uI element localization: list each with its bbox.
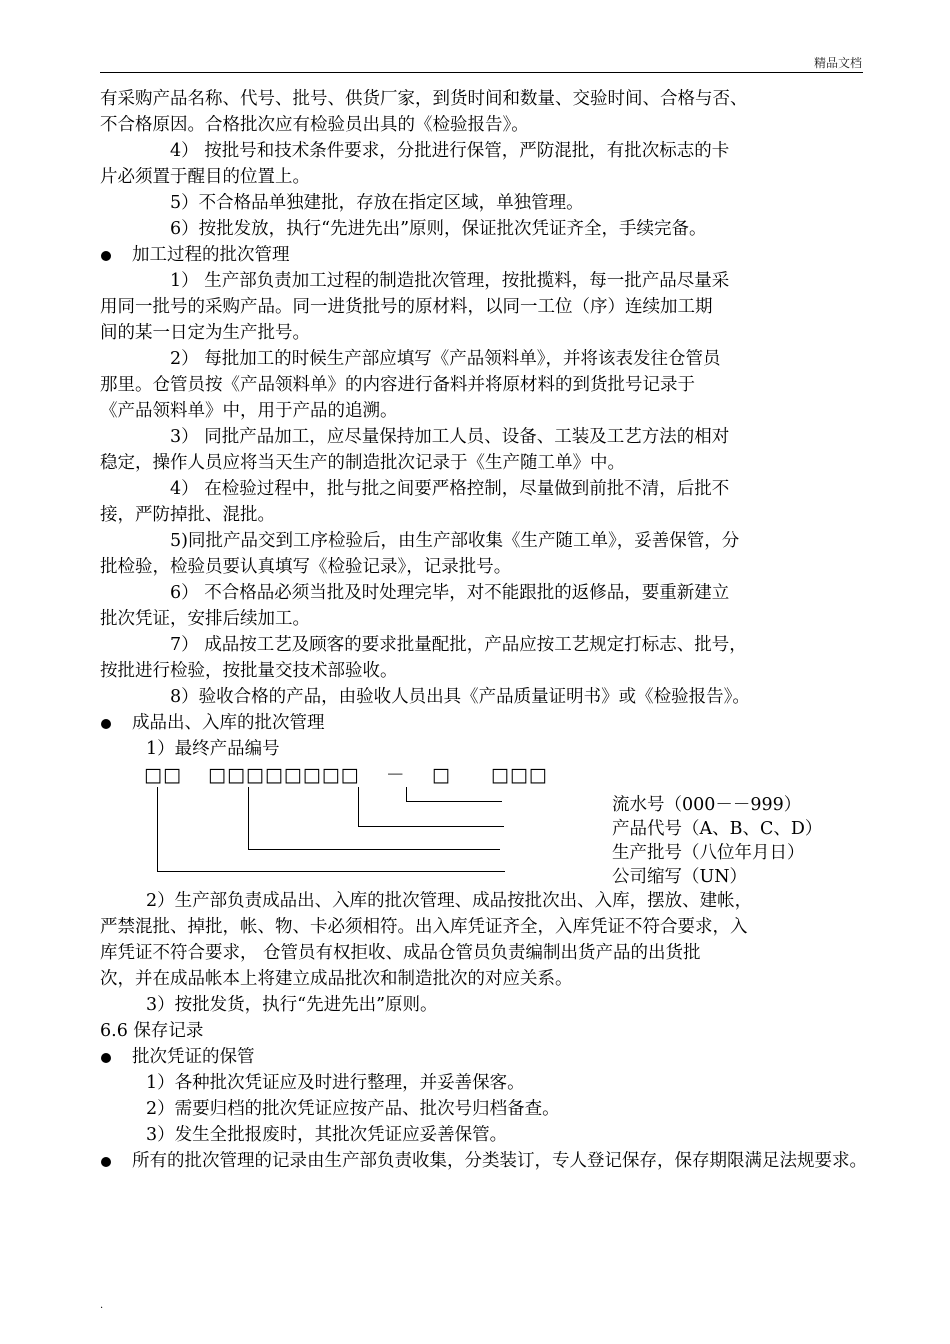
text-line: 不合格原因。合格批次应有检验员出具的《检验报告》。 <box>100 115 529 135</box>
bullet-heading-voucher: 批次凭证的保管 <box>100 1044 868 1070</box>
text-line: 那里。仓管员按《产品领料单》的内容进行备料并将原材料的到货批号记录于 <box>100 375 695 395</box>
label-product-code: 产品代号（A、B、C、D） <box>612 819 823 839</box>
product-code-diagram <box>144 762 868 887</box>
text-line: 4） 在检验过程中，批与批之间要严格控制，尽量做到前批不清，后批不 <box>170 479 730 499</box>
text-line: 2） 每批加工的时候生产部应填写《产品领料单》，并将该表发往仓管员 <box>170 349 721 369</box>
text-line: 1） 生产部负责加工过程的制造批次管理，按批揽料，每一批产品尽量采 <box>170 271 730 291</box>
connector-horizontal-company <box>157 871 505 872</box>
bullet-heading-processing: 加工过程的批次管理 <box>100 242 868 268</box>
text-line: 《产品领料单》中，用于产品的追溯。 <box>100 401 398 421</box>
text-line: 批检验，检验员要认真填写《检验记录》，记录批号。 <box>100 557 512 577</box>
code-format <box>144 762 548 788</box>
text-line: 7） 成品按工艺及顾客的要求批量配批，产品应按工艺规定打标志、批号， <box>170 635 747 655</box>
code-group-batch: □□□□□□□□ <box>208 764 360 786</box>
text-line: 接，严防掉批、混批。 <box>100 505 275 525</box>
footer-mark: . <box>100 1300 104 1311</box>
bullet-icon <box>101 1157 111 1167</box>
connector-vertical-batch <box>248 787 249 850</box>
bullet-heading-warehouse: 成品出、入库的批次管理 <box>100 710 868 736</box>
code-group-product: □ <box>431 764 451 786</box>
text-line: 8）验收合格的产品，由验收人员出具《产品质量证明书》或《检验报告》。 <box>170 687 750 707</box>
bullet-icon <box>101 719 111 729</box>
text-line: 4） 按批号和技术条件要求，分批进行保管，严防混批，有批次标志的卡 <box>170 141 730 161</box>
label-company-abbrev: 公司缩写（UN） <box>612 867 748 887</box>
bullet-icon <box>101 1053 111 1063</box>
text-line: 批次凭证，安排后续加工。 <box>100 609 310 629</box>
connector-horizontal-product <box>358 826 504 827</box>
text-line: 有采购产品名称、代号、批号、供货厂家，到货时间和数量、交验时间、合格与否、 <box>100 89 748 109</box>
connector-horizontal-serial <box>406 801 502 802</box>
text-line: 2）需要归档的批次凭证应按产品、批次号归档备查。 <box>146 1099 560 1119</box>
code-dash: － <box>385 764 406 786</box>
text-line: 按批进行检验，按批量交技术部验收。 <box>100 661 398 681</box>
text-line: 1）最终产品编号 <box>146 739 280 759</box>
text-line: 3）按批发货，执行“先进先出”原则。 <box>146 995 438 1015</box>
label-serial-number: 流水号（000－－999） <box>612 795 802 815</box>
document-body <box>100 86 868 1174</box>
connector-horizontal-batch <box>248 849 500 850</box>
connector-vertical-product <box>358 787 359 827</box>
text-line: 库凭证不符合要求， 仓管员有权拒收、成品仓管员负责编制出货产品的出货批 <box>100 943 701 963</box>
bullet-icon <box>101 251 111 261</box>
text-line: 5)同批产品交到工序检验后，由生产部收集《生产随工单》，妥善保管，分 <box>170 531 740 551</box>
text-line: 次，并在成品帐本上将建立成品批次和制造批次的对应关系。 <box>100 969 573 989</box>
connector-vertical-serial <box>406 787 407 802</box>
text-line: 1）各种批次凭证应及时进行整理，并妥善保客。 <box>146 1073 525 1093</box>
connector-vertical-company <box>157 787 158 872</box>
text-line: 5）不合格品单独建批，存放在指定区域，单独管理。 <box>170 193 584 213</box>
text-line: 稳定，操作人员应将当天生产的制造批次记录于《生产随工单》中。 <box>100 453 625 473</box>
label-batch-number: 生产批号（八位年月日） <box>612 843 805 863</box>
header-label: 精品文档 <box>813 56 862 70</box>
code-group-serial: □□□ <box>490 764 548 786</box>
text-line: 片必须置于醒目的位置上。 <box>100 167 310 187</box>
section-heading-6-6: 6.6 保存记录 <box>100 1021 204 1041</box>
text-line: 3） 同批产品加工，应尽量保持加工人员、设备、工装及工艺方法的相对 <box>170 427 730 447</box>
text-line: 3）发生全批报废时，其批次凭证应妥善保管。 <box>146 1125 508 1145</box>
text-line: 6） 不合格品必须当批及时处理完毕，对不能跟批的返修品，要重新建立 <box>170 583 730 603</box>
text-line: 严禁混批、掉批，帐、物、卡必须相符。出入库凭证齐全，入库凭证不符合要求，入 <box>100 917 748 937</box>
text-line: 间的某一日定为生产批号。 <box>100 323 310 343</box>
text-line: 用同一批号的采购产品。同一进货批号的原材料，以同一工位（序）连续加工期 <box>100 297 713 317</box>
text-line: 2）生产部负责成品出、入库的批次管理、成品按批次出、入库，摆放、建帐， <box>146 891 753 911</box>
code-group-company: □□ <box>144 764 182 786</box>
bullet-records: 所有的批次管理的记录由生产部负责收集，分类装订，专人登记保存，保存期限满足法规要求。 <box>100 1148 868 1174</box>
header-rule <box>100 72 863 73</box>
text-line: 6）按批发放，执行“先进先出”原则，保证批次凭证齐全，手续完备。 <box>170 219 707 239</box>
